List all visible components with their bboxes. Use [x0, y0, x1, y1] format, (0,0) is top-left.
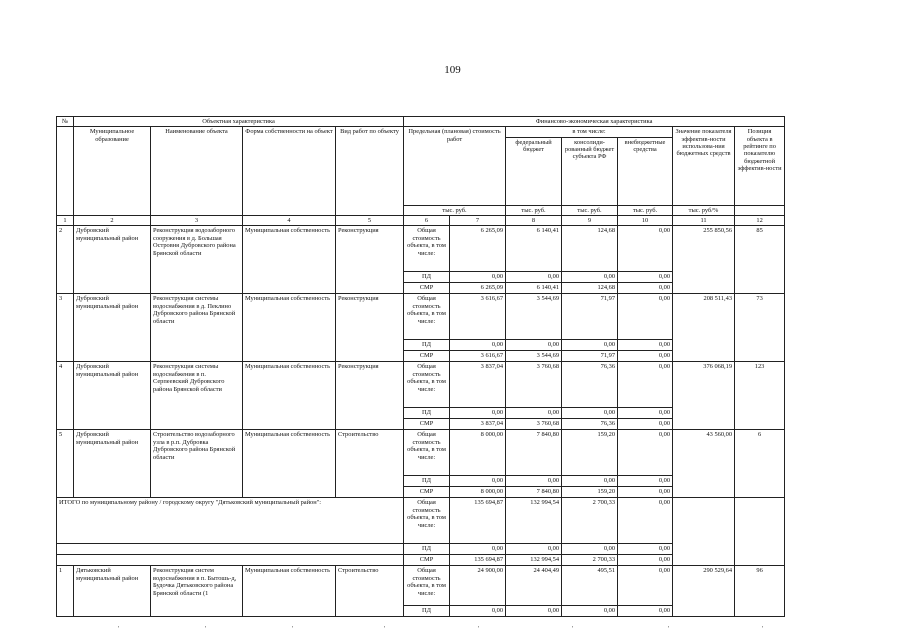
row-number: 4 — [57, 362, 74, 430]
municipality-cell: Дубровский муниципальный район — [74, 362, 151, 430]
amount-federal: 7 840,80 — [506, 487, 562, 498]
amount-federal: 3 544,69 — [506, 294, 562, 340]
total-efficiency-empty — [673, 498, 735, 566]
amount-federal: 0,00 — [506, 606, 562, 617]
header-object-char: Объектная характеристика — [74, 117, 404, 127]
amount-consolidated: 2 700,33 — [562, 555, 618, 566]
amount-offbudget: 0,00 — [618, 408, 673, 419]
object-name-cell: Реконструкция систем водоснабжения в п. Бытошь-д, Будочка Дятьковского района Брянской области (1 — [151, 566, 243, 617]
unit-offbudget: тыс. руб. — [618, 205, 673, 215]
scan-mark: ' — [205, 625, 207, 633]
amount-total: 6 265,09 — [450, 226, 506, 272]
amount-federal: 0,00 — [506, 476, 562, 487]
header-offbudget: внебюджетные средства — [618, 137, 673, 205]
header-ownership: Форма собственности на объект — [243, 127, 336, 216]
col-number: 10 — [618, 216, 673, 226]
scan-mark: ' — [384, 625, 386, 633]
amount-consolidated: 159,20 — [562, 487, 618, 498]
amount-offbudget: 0,00 — [618, 566, 673, 606]
header-row-1 — [57, 117, 785, 127]
col-number: 8 — [506, 216, 562, 226]
scan-mark: ' — [572, 625, 574, 633]
cost-label-pd: ПД — [404, 606, 450, 617]
ownership-cell: Муниципальная собственность — [243, 294, 336, 362]
amount-total: 8 000,00 — [450, 487, 506, 498]
scan-mark: ' — [478, 625, 480, 633]
amount-total: 0,00 — [450, 606, 506, 617]
header-work-type: Вид работ по объекту — [336, 127, 404, 216]
amount-total: 3 837,04 — [450, 362, 506, 408]
header-municipality: Муниципальное образование — [74, 127, 151, 216]
amount-total: 135 694,87 — [450, 555, 506, 566]
col-number: 5 — [336, 216, 404, 226]
amount-consolidated: 76,36 — [562, 419, 618, 430]
municipality-cell: Дубровский муниципальный район — [74, 430, 151, 498]
efficiency-cell: 376 068,19 — [673, 362, 735, 430]
header-max-cost: Предельная (плановая) стоимость работ — [404, 127, 506, 205]
ownership-cell: Муниципальная собственность — [243, 430, 336, 498]
total-blank — [57, 544, 404, 555]
amount-total: 6 265,09 — [450, 283, 506, 294]
header-consolidated: консолиди-рованный бюджет субъекта РФ — [562, 137, 618, 205]
cost-label-total: Общая стоимость объекта, в том числе: — [404, 226, 450, 272]
col-number: 2 — [74, 216, 151, 226]
amount-offbudget: 0,00 — [618, 340, 673, 351]
scan-mark: ' — [292, 625, 294, 633]
cost-label-pd: ПД — [404, 476, 450, 487]
cost-label-total: Общая стоимость объекта, в том числе: — [404, 498, 450, 544]
amount-federal: 132 994,54 — [506, 498, 562, 544]
scan-marks — [0, 625, 905, 635]
amount-federal: 0,00 — [506, 544, 562, 555]
cost-label-smr: СМР — [404, 283, 450, 294]
amount-total: 0,00 — [450, 340, 506, 351]
municipality-cell: Дубровский муниципальный район — [74, 294, 151, 362]
efficiency-cell: 290 529,64 — [673, 566, 735, 617]
amount-offbudget: 0,00 — [618, 476, 673, 487]
total-row — [57, 498, 785, 544]
amount-total: 3 616,67 — [450, 294, 506, 340]
col-number: 12 — [735, 216, 785, 226]
amount-total: 0,00 — [450, 476, 506, 487]
work-type-cell: Реконструкция — [336, 362, 404, 430]
amount-offbudget: 0,00 — [618, 419, 673, 430]
page-number: 109 — [444, 64, 461, 76]
amount-total: 135 694,87 — [450, 498, 506, 544]
col-number: 11 — [673, 216, 735, 226]
amount-offbudget: 0,00 — [618, 544, 673, 555]
unit-federal: тыс. руб. — [506, 205, 562, 215]
col-number: 1 — [57, 216, 74, 226]
col-number: 4 — [243, 216, 336, 226]
rank-cell: 73 — [735, 294, 785, 362]
amount-federal: 0,00 — [506, 272, 562, 283]
efficiency-cell: 43 560,00 — [673, 430, 735, 498]
header-object-name: Наименование объекта — [151, 127, 243, 216]
efficiency-cell: 208 511,43 — [673, 294, 735, 362]
object-row — [57, 226, 785, 272]
cost-label-pd: ПД — [404, 272, 450, 283]
object-row — [57, 294, 785, 340]
amount-federal: 3 760,68 — [506, 419, 562, 430]
amount-offbudget: 0,00 — [618, 351, 673, 362]
object-name-cell: Реконструкция водозаборного сооружения в д. Большая Островня Дубровского района Брянской области — [151, 226, 243, 294]
amount-total: 24 900,00 — [450, 566, 506, 606]
amount-offbudget: 0,00 — [618, 430, 673, 476]
column-numbers-row — [57, 216, 785, 226]
amount-federal: 0,00 — [506, 408, 562, 419]
cost-label-pd: ПД — [404, 340, 450, 351]
col-number: 6 — [404, 216, 450, 226]
object-name-cell: Реконструкция системы водоснабжения в п. Серпеевский Дубровского района Брянской области — [151, 362, 243, 430]
amount-consolidated: 495,51 — [562, 566, 618, 606]
municipality-cell: Дятьковский муниципальный район — [74, 566, 151, 617]
amount-total: 0,00 — [450, 544, 506, 555]
amount-offbudget: 0,00 — [618, 498, 673, 544]
unit-efficiency: тыс. руб/% — [673, 205, 735, 215]
total-label: ИТОГО по муниципальному району / городскому округу "Дятьковский муниципальный район": — [57, 498, 404, 544]
unit-max-cost: тыс. руб. — [404, 205, 506, 215]
cost-label-smr: СМР — [404, 555, 450, 566]
object-row — [57, 362, 785, 408]
amount-total: 0,00 — [450, 272, 506, 283]
work-type-cell: Реконструкция — [336, 294, 404, 362]
amount-offbudget: 0,00 — [618, 283, 673, 294]
header-row-2 — [57, 127, 785, 137]
amount-federal: 24 404,49 — [506, 566, 562, 606]
col-number: 3 — [151, 216, 243, 226]
row-number: 1 — [57, 566, 74, 617]
ownership-cell: Муниципальная собственность — [243, 566, 336, 617]
work-type-cell: Строительство — [336, 430, 404, 498]
total-rank-empty — [735, 498, 785, 566]
header-no: № — [57, 117, 74, 127]
amount-consolidated: 124,68 — [562, 283, 618, 294]
header-rank: Позиция объекта в рейтинге по показателю бюджетной эффектив-ности — [735, 127, 785, 205]
unit-consolidated: тыс. руб. — [562, 205, 618, 215]
amount-consolidated: 159,20 — [562, 430, 618, 476]
rank-cell: 96 — [735, 566, 785, 617]
amount-federal: 0,00 — [506, 340, 562, 351]
amount-offbudget: 0,00 — [618, 362, 673, 408]
header-fin-char: Финансово-экономическая характеристика — [404, 117, 785, 127]
amount-federal: 7 840,80 — [506, 430, 562, 476]
efficiency-cell: 255 850,56 — [673, 226, 735, 294]
row-number: 3 — [57, 294, 74, 362]
cost-label-smr: СМР — [404, 351, 450, 362]
ownership-cell: Муниципальная собственность — [243, 362, 336, 430]
header-including: в том числе: — [506, 127, 673, 137]
header-federal: федеральный бюджет — [506, 137, 562, 205]
amount-consolidated: 124,68 — [562, 226, 618, 272]
amount-offbudget: 0,00 — [618, 487, 673, 498]
cost-label-pd: ПД — [404, 544, 450, 555]
amount-offbudget: 0,00 — [618, 555, 673, 566]
total-blank — [57, 555, 404, 566]
rank-cell: 85 — [735, 226, 785, 294]
amount-offbudget: 0,00 — [618, 272, 673, 283]
object-row — [57, 430, 785, 476]
amount-consolidated: 0,00 — [562, 408, 618, 419]
amount-consolidated: 0,00 — [562, 544, 618, 555]
amount-offbudget: 0,00 — [618, 606, 673, 617]
col-number: 9 — [562, 216, 618, 226]
amount-offbudget: 0,00 — [618, 226, 673, 272]
amount-consolidated: 0,00 — [562, 476, 618, 487]
cost-label-pd: ПД — [404, 408, 450, 419]
amount-federal: 3 760,68 — [506, 362, 562, 408]
cost-label-smr: СМР — [404, 419, 450, 430]
amount-federal: 6 140,41 — [506, 226, 562, 272]
amount-federal: 132 994,54 — [506, 555, 562, 566]
scan-mark: ' — [762, 625, 764, 633]
amount-total: 0,00 — [450, 408, 506, 419]
amount-consolidated: 0,00 — [562, 272, 618, 283]
unit-rank — [735, 205, 785, 215]
object-table — [56, 116, 785, 617]
cost-label-total: Общая стоимость объекта, в том числе: — [404, 294, 450, 340]
ownership-cell: Муниципальная собственность — [243, 226, 336, 294]
cost-label-total: Общая стоимость объекта, в том числе: — [404, 566, 450, 606]
work-type-cell: Реконструкция — [336, 226, 404, 294]
amount-total: 3 837,04 — [450, 419, 506, 430]
municipality-cell: Дубровский муниципальный район — [74, 226, 151, 294]
row-number: 2 — [57, 226, 74, 294]
amount-total: 8 000,00 — [450, 430, 506, 476]
rank-cell: 6 — [735, 430, 785, 498]
amount-federal: 6 140,41 — [506, 283, 562, 294]
amount-total: 3 616,67 — [450, 351, 506, 362]
amount-offbudget: 0,00 — [618, 294, 673, 340]
amount-consolidated: 71,97 — [562, 351, 618, 362]
cost-label-total: Общая стоимость объекта, в том числе: — [404, 362, 450, 408]
amount-consolidated: 2 700,33 — [562, 498, 618, 544]
scan-mark: ' — [118, 625, 120, 633]
amount-consolidated: 76,36 — [562, 362, 618, 408]
scan-mark: ' — [668, 625, 670, 633]
amount-federal: 3 544,69 — [506, 351, 562, 362]
amount-consolidated: 0,00 — [562, 606, 618, 617]
amount-consolidated: 71,97 — [562, 294, 618, 340]
object-name-cell: Строительство водозаборного узла в р.п. Дубровка Дубровского района Брянской области — [151, 430, 243, 498]
object-row — [57, 566, 785, 606]
cost-label-total: Общая стоимость объекта, в том числе: — [404, 430, 450, 476]
header-no-body — [57, 127, 74, 216]
row-number: 5 — [57, 430, 74, 498]
object-name-cell: Реконструкция системы водоснабжения в д. Пеклино Дубровского района Брянской области — [151, 294, 243, 362]
cost-label-smr: СМР — [404, 487, 450, 498]
header-efficiency: Значение показателя эффектив-ности использова-ния бюджетных средств — [673, 127, 735, 205]
col-number: 7 — [450, 216, 506, 226]
rank-cell: 123 — [735, 362, 785, 430]
amount-consolidated: 0,00 — [562, 340, 618, 351]
work-type-cell: Строительство — [336, 566, 404, 617]
